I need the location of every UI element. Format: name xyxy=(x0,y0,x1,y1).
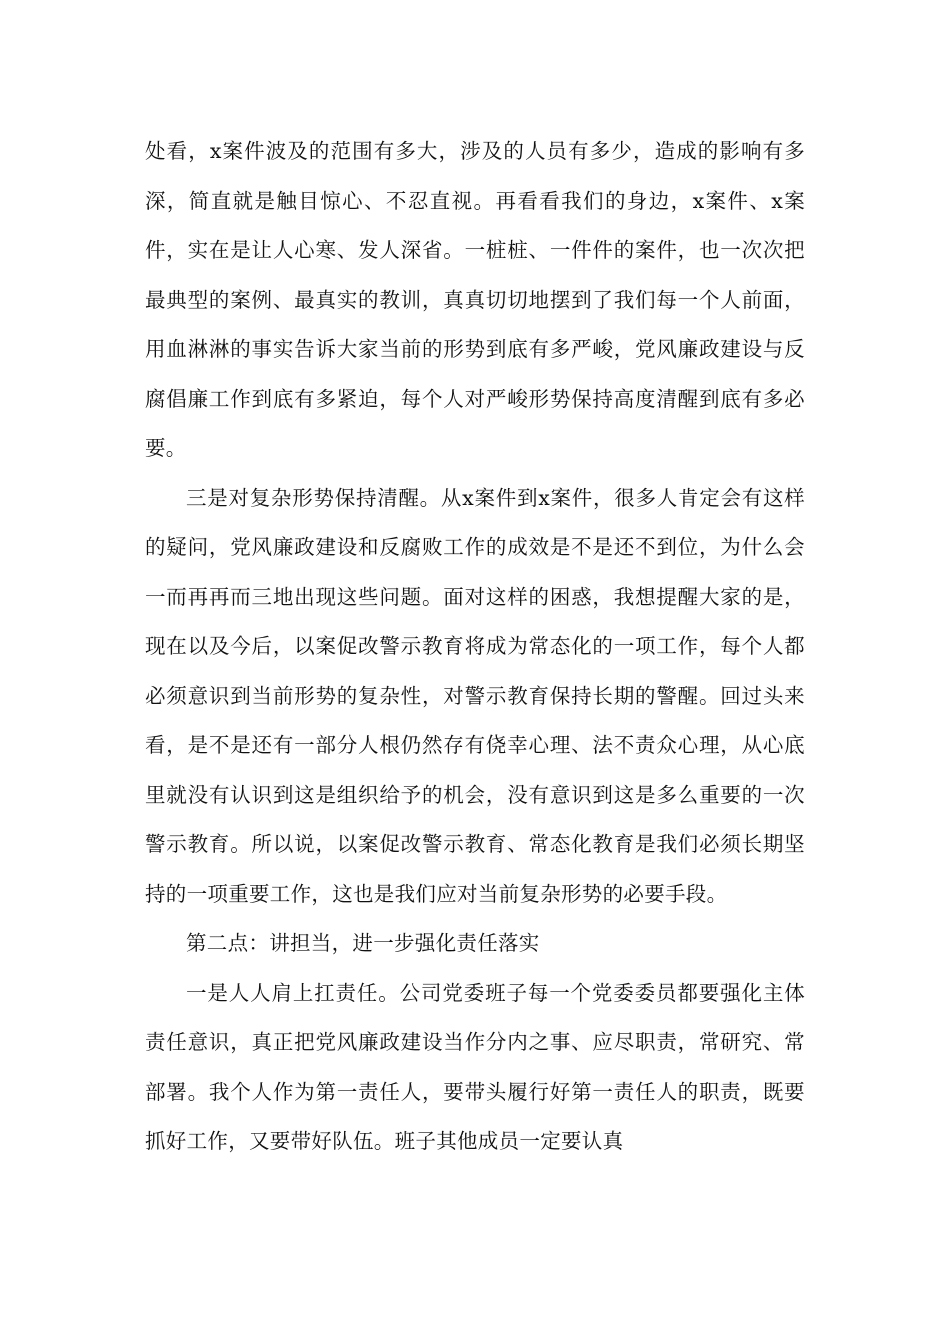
document-body xyxy=(145,127,805,1167)
paragraph-1: 处看，x案件波及的范围有多大，涉及的人员有多少，造成的影响有多深，简直就是触目惊心、不忍直视。再看看我们的身边，x案件、x案件，实在是让人心寒、发人深省。一桩桩、一件件的案件，也一次次把最典型的案例、最真实的教训，真真切切地摆到了我们每一个人前面，用血淋淋的事实告诉大家当前的形势到底有多严峻，党风廉政建设与反腐倡廉工作到底有多紧迫，每个人对严峻形势保持高度清醒到底有多必要。 xyxy=(145,139,805,460)
paragraph-2: 三是对复杂形势保持清醒。从x案件到x案件，很多人肯定会有这样的疑问，党风廉政建设和反腐败工作的成效是不是还不到位，为什么会一而再再而三地出现这些问题。面对这样的困惑，我想提醒大家的是，现在以及今后，以案促改警示教育将成为常态化的一项工作，每个人都必须意识到当前形势的复杂性，对警示教育保持长期的警醒。回过头来看，是不是还有一部分人根仍然存有侥幸心理、法不责众心理，从心底里就没有认识到这是组织给予的机会，没有意识到这是多么重要的一次警示教育。所以说，以案促改警示教育、常态化教育是我们必须长期坚持的一项重要工作，这也是我们应对当前复杂形势的必要手段。 xyxy=(145,485,805,906)
section-heading: 第二点：讲担当，进一步强化责任落实 xyxy=(186,931,540,955)
paragraph-3: 一是人人肩上扛责任。公司党委班子每一个党委委员都要强化主体责任意识，真正把党风廉政建设当作分内之事、应尽职责，常研究、常部署。我个人作为第一责任人，要带头履行好第一责任人的职责，既要抓好工作，又要带好队伍。班子其他成员一定要认真 xyxy=(145,980,805,1153)
